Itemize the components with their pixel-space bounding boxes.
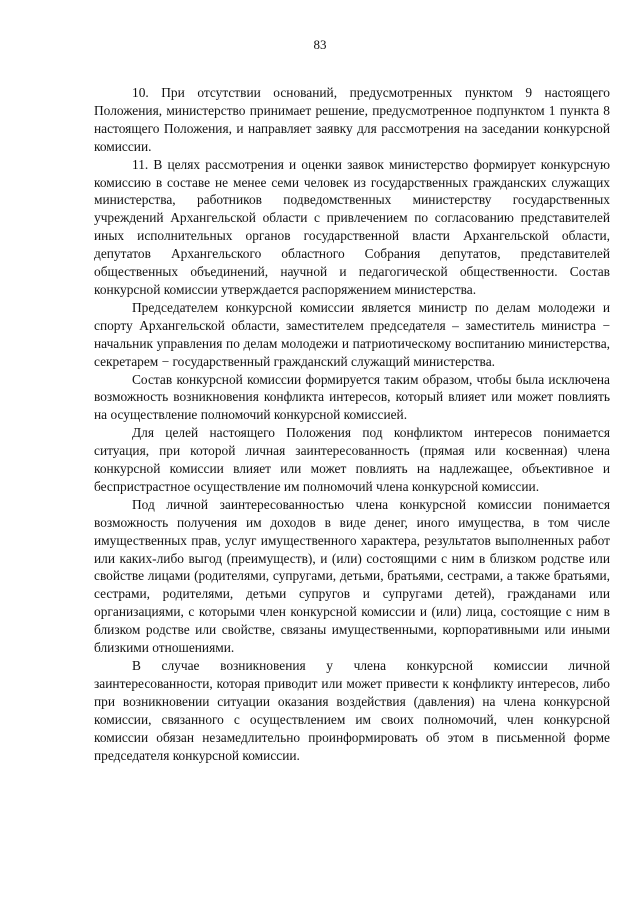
paragraph-11: 11. В целях рассмотрения и оценки заявок министерство формирует конкурсную комиссию в составе не менее семи человек из государственных гражданских служащих министерства, работников подведомственных министерству государственных учреждений Архангельской области с привлечением по согласованию представителей иных исполнительных органов государственной власти Архангельской области, депутатов Архангельского областного Собрания депутатов, представителей общественных объединений, научной и педагогической общественности. Состав конкурсной комиссии утверждается распоряжением министерства. xyxy=(94,156,610,297)
paragraph-notification-obligation: В случае возникновения у члена конкурсной комиссии личной заинтересованности, которая приводит или может привести к конфликту интересов, либо при возникновении ситуации оказания воздействия (давления) на члена конкурсной комиссии, связанного с осуществлением им своих полномочий, член конкурсной комиссии обязан незамедлительно проинформировать об этом в письменной форме председателя конкурсной комиссии. xyxy=(94,658,610,763)
paragraph-commission-chair: Председателем конкурсной комиссии является министр по делам молодежи и спорту Архангельской области, заместителем председателя – заместитель министра − начальник управления по делам молодежи и патриотическому воспитанию министерства, секретарем − государственный гражданский служащий министерства. xyxy=(94,299,610,369)
document-body xyxy=(94,84,610,764)
paragraph-10: 10. При отсутствии оснований, предусмотренных пунктом 9 настоящего Положения, министерство принимает решение, предусмотренное подпунктом 1 пункта 8 настоящего Положения, и направляет заявку для рассмотрения на заседании конкурсной комиссии. xyxy=(94,85,610,154)
page-number: 83 xyxy=(313,37,327,52)
paragraph-commission-composition: Состав конкурсной комиссии формируется таким образом, чтобы была исключена возможность возникновения конфликта интересов, который влияет или может повлиять на осуществление полномочий конкурсной комиссией. xyxy=(94,371,610,423)
paragraph-personal-interest-definition: Под личной заинтересованностью члена конкурсной комиссии понимается возможность получения им доходов в виде денег, иного имущества, в том числе имущественных прав, услуг имущественного характера, результатов выполненных работ или каких-либо выгод (преимуществ), и (или) состоящими с ним в близком родстве или свойстве лицами (родителями, супругами, детьми, братьями, сестрами, а также братьями, сестрами, родителями, детьми супругов и супругами детей), гражданами или организациями, с которыми член конкурсной комиссии и (или) лица, состоящие с ним в близком родстве или свойстве, связаны имущественными, корпоративными или иными близкими отношениями. xyxy=(94,496,610,656)
paragraph-conflict-of-interest-definition: Для целей настоящего Положения под конфликтом интересов понимается ситуация, при которой личная заинтересованность (прямая или косвенная) члена конкурсной комиссии влияет или может повлиять на надлежащее, объективное и беспристрастное осуществление им полномочий члена конкурсной комиссии. xyxy=(94,425,610,494)
